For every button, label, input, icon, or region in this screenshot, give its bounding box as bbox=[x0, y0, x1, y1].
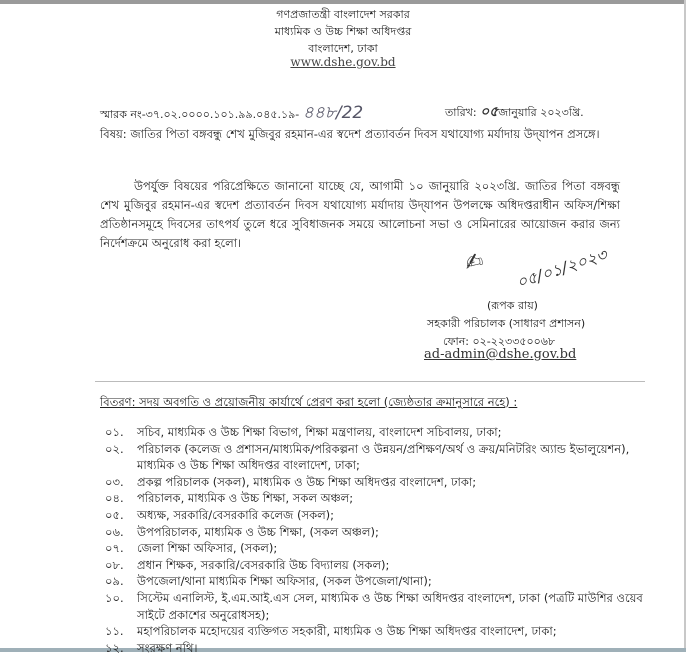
item-text: জেলা শিক্ষা অফিসার, (সকল); bbox=[137, 541, 278, 556]
memo-number-line bbox=[100, 100, 363, 128]
website-link[interactable]: www.dshe.gov.bd bbox=[290, 55, 396, 69]
distribution-list bbox=[105, 424, 645, 656]
item-number: ০৩. bbox=[105, 474, 124, 489]
distribution-item bbox=[105, 540, 645, 557]
item-text: উপপরিচালক, মাধ্যমিক ও উচ্চ শিক্ষা, (সকল অঞ্চল); bbox=[137, 524, 379, 539]
item-text: সচিব, মাধ্যমিক ও উচ্চ শিক্ষা বিভাগ, শিক্ষা মন্ত্রণালয়, বাংলাদেশ সচিবালয়, ঢাকা; bbox=[137, 425, 502, 439]
distribution-item bbox=[105, 557, 645, 574]
item-number: ০৫. bbox=[105, 507, 124, 522]
item-number: ১০. bbox=[105, 590, 124, 605]
distribution-item bbox=[105, 573, 645, 590]
body-paragraph: উপর্যুক্ত বিষয়ের পরিপ্রেক্ষিতে জানানো যাচ্ছে যে, আগামী ১০ জানুয়ারি ২০২৩খ্রি. জাতির পিতা বঙ্গবন্ধু শেখ মুজিবুর রহমান-এর স্বদেশ প্রত্যাবর্তন দিবস যথাযোগ্য মর্যাদায় উদ্‌যাপন উপলক্ষে অধিদপ্তরাধীন অফিস/শিক্ষা প্রতিষ্ঠানসমূহে দিবসের তাৎপর্য তুলে ধরে সুবিধাজনক সময়ে আলোচনা সভা ও সেমিনারের আয়োজন করার জন্য নির্দেশক্রমে অনুরোধ করা হলো। bbox=[100, 179, 620, 250]
distribution-item bbox=[105, 507, 645, 524]
item-text: উপজেলা/থানা মাধ্যমিক শিক্ষা অফিসার, (সকল উপজেলা/থানা); bbox=[137, 574, 432, 589]
distribution-item bbox=[105, 490, 645, 507]
signatory-designation: সহকারী পরিচালক (সাধারণ প্রশাসন) bbox=[427, 317, 586, 330]
memo-handwritten-number: ৪৪৮/22 bbox=[302, 103, 364, 123]
signatory-email[interactable]: ad-admin@dshe.gov.bd bbox=[424, 347, 577, 362]
distribution-item bbox=[105, 590, 645, 623]
item-text: সিস্টেম এনালিস্ট, ই.এম.আই.এস সেল, মাধ্যমিক ও উচ্চ শিক্ষা অধিদপ্তর বাংলাদেশ, ঢাকা (পত্রটি মাউশির ওয়েব সাইটে প্রকাশের অনুরোধসহ); bbox=[137, 590, 643, 622]
top-border bbox=[0, 0, 686, 4]
distribution-item bbox=[105, 640, 645, 656]
item-number: ০১. bbox=[105, 425, 124, 439]
item-text: পরিচালক (কলেজ ও প্রশাসন/মাধ্যমিক/পরিকল্পনা ও উন্নয়ন/প্রশিক্ষণ/অর্থ ও ক্রয়/মনিটরিং অ্যান্ড ইভালুয়েশন), মাধ্যমিক ও উচ্চ শিক্ষা অধিদপ্তর বাংলাদেশ, ঢাকা; bbox=[137, 441, 630, 473]
date-label: তারিখ: bbox=[445, 106, 477, 119]
item-number: ০২. bbox=[105, 441, 124, 456]
item-text: সংরক্ষণ নথি। bbox=[137, 640, 198, 655]
item-number: ০৯. bbox=[105, 574, 124, 589]
date-handwritten: ০৫ bbox=[480, 104, 499, 120]
subject-line: বিষয়: জাতির পিতা বঙ্গবন্ধু শেখ মুজিবুর রহমান-এর স্বদেশ প্রত্যাবর্তন দিবস যথাযোগ্য মর্যাদায় উদ্‌যাপন প্রসঙ্গে। bbox=[100, 127, 600, 141]
item-number: ১২. bbox=[105, 640, 124, 655]
signature-scribble: ✍ bbox=[462, 248, 486, 277]
memo-number: স্মারক নং-৩৭.০২.০০০০.১০১.৯৯.০৪৫.১৯- bbox=[100, 108, 300, 121]
divider bbox=[95, 381, 645, 382]
location: বাংলাদেশ, ঢাকা bbox=[308, 42, 378, 55]
signatory-name: (রূপক রায়) bbox=[487, 299, 538, 312]
item-number: ১১. bbox=[105, 624, 124, 639]
government-name: গণপ্রজাতন্ত্রী বাংলাদেশ সরকার bbox=[276, 8, 410, 21]
distribution-item bbox=[105, 424, 645, 441]
item-text: মহাপরিচালক মহোদয়ের ব্যক্তিগত সহকারী, মাধ্যমিক ও উচ্চ শিক্ষা অধিদপ্তর বাংলাদেশ, ঢাকা; bbox=[137, 624, 557, 639]
item-number: ০৮. bbox=[105, 557, 124, 572]
item-number: ০৬. bbox=[105, 524, 124, 539]
distribution-item bbox=[105, 474, 645, 491]
signature-handwritten-date: ০৫/০১/২০২৩ bbox=[514, 244, 610, 293]
item-text: প্রকল্প পরিচালক (সকল), মাধ্যমিক ও উচ্চ শিক্ষা অধিদপ্তর বাংলাদেশ, ঢাকা; bbox=[137, 474, 477, 489]
distribution-item bbox=[105, 524, 645, 541]
date-rest: জানুয়ারি ২০২৩খ্রি. bbox=[498, 106, 584, 119]
distribution-item bbox=[105, 441, 645, 474]
item-number: ০৪. bbox=[105, 491, 124, 506]
distribution-heading: বিতরণ: সদয় অবগতি ও প্রয়োজনীয় কার্যার্থে প্রেরণ করা হলো (জ্যেষ্ঠতার ক্রমানুসারে নহে) : bbox=[100, 395, 518, 409]
item-text: পরিচালক, মাধ্যমিক ও উচ্চ শিক্ষা, সকল অঞ্চল; bbox=[137, 491, 354, 506]
item-number: ০৭. bbox=[105, 541, 124, 556]
distribution-item bbox=[105, 623, 645, 640]
memo-date bbox=[445, 100, 584, 124]
signatory-phone: ফোন: ০২-২২৩৩৫০০৬৮ bbox=[443, 335, 556, 348]
directorate-name: মাধ্যমিক ও উচ্চ শিক্ষা অধিদপ্তর bbox=[274, 25, 412, 38]
item-text: প্রধান শিক্ষক, সরকারি/বেসরকারি উচ্চ বিদ্যালয় (সকল); bbox=[137, 557, 390, 572]
item-text: অধ্যক্ষ, সরকারি/বেসরকারি কলেজ (সকল); bbox=[137, 507, 335, 522]
